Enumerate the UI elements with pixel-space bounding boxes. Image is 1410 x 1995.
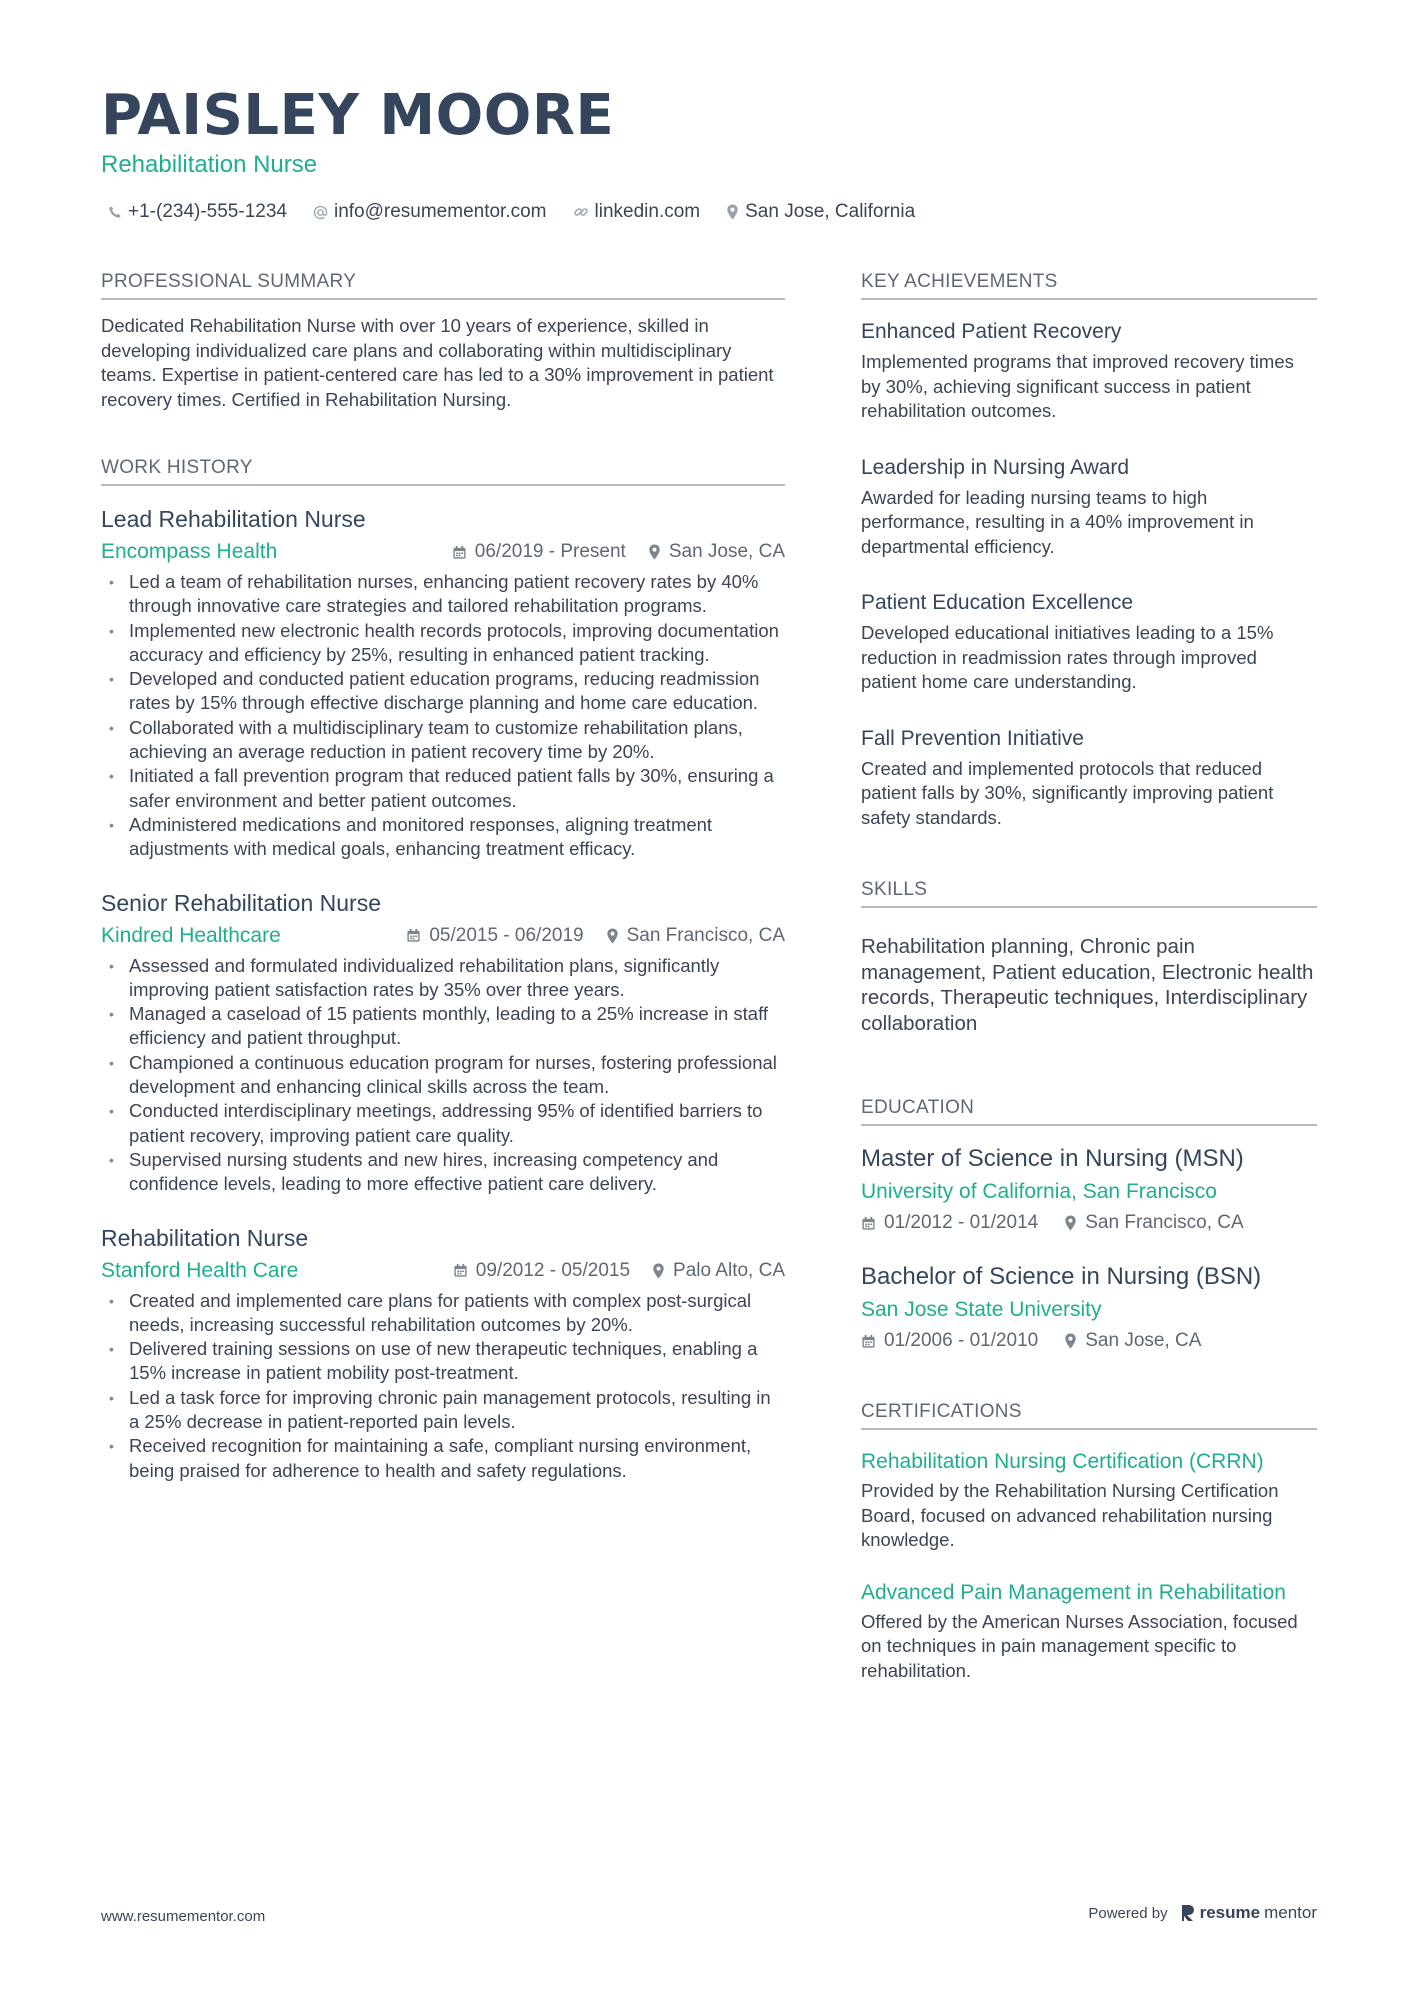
logo-text-resume: resume: [1199, 1903, 1261, 1922]
bullet-item: • Initiated a fall prevention program that reduced patient falls by 30%, ensuring a safer environment and better patient outcomes.: [101, 764, 785, 813]
job-dates-text: 06/2019 - Present: [474, 541, 626, 562]
bullet-item: • Assessed and formulated individualized rehabilitation plans, significantly improving patient satisfaction rates by 35% over three years.: [101, 954, 785, 1003]
work-section: [101, 454, 785, 1483]
job-dates-text: 05/2015 - 06/2019: [429, 924, 584, 946]
achievement-text: Created and implemented protocols that reduced patient falls by 30%, significantly improving patient safety standards.: [861, 757, 1274, 828]
logo-text-mentor: mentor: [1264, 1903, 1317, 1922]
job-location-text: San Jose, CA: [668, 541, 785, 562]
calendar-icon: [452, 545, 467, 560]
company-name: Encompass Health: [101, 540, 278, 563]
job-dates: [453, 1257, 630, 1285]
education-dates: [861, 1328, 1038, 1354]
job-entry: [101, 504, 785, 862]
education-location: [1064, 1210, 1243, 1236]
achievement-title: Fall Prevention Initiative: [861, 726, 1084, 750]
powered-by-text: Powered by: [1088, 1904, 1168, 1922]
skills-heading: SKILLS: [861, 876, 1317, 908]
achievement-item: [861, 318, 1317, 424]
bullet-item: • Created and implemented care plans for patients with complex post-surgical needs, increasing successful rehabilitation outcomes by 20%.: [101, 1289, 785, 1338]
certification-title: Advanced Pain Management in Rehabilitation: [861, 1580, 1286, 1604]
job-location-text: Palo Alto, CA: [673, 1259, 785, 1281]
location-icon: [648, 544, 661, 560]
logo-mark-icon: [1180, 1903, 1196, 1923]
contact-bar: [108, 198, 915, 226]
job-meta-right: [453, 1257, 785, 1285]
location-icon: [606, 928, 619, 944]
achievement-item: [861, 454, 1317, 560]
job-location: [652, 1257, 785, 1285]
bullet-item: • Supervised nursing students and new hires, increasing competency and confidence levels, leading to more effective patient care delivery.: [101, 1148, 785, 1197]
link-icon: [573, 204, 589, 220]
location-icon: [726, 204, 739, 220]
education-location-text: San Jose, CA: [1085, 1330, 1202, 1351]
school-name: San Jose State University: [861, 1298, 1102, 1321]
contact-location: [726, 198, 915, 226]
phone-text: +1-(234)-555-1234: [128, 201, 287, 222]
bullet-item: • Led a task force for improving chronic pain management protocols, resulting in a 25% decrease in patient-reported pain levels.: [101, 1386, 785, 1435]
education-heading: EDUCATION: [861, 1094, 1317, 1126]
job-entry: [101, 1223, 785, 1483]
degree-title: Bachelor of Science in Nursing (BSN): [861, 1263, 1262, 1290]
job-location: [648, 538, 785, 566]
job-dates-text: 09/2012 - 05/2015: [475, 1259, 631, 1281]
skills-section: [861, 876, 1317, 1036]
job-meta: [101, 1257, 785, 1285]
linkedin-text: linkedin.com: [594, 201, 701, 222]
job-title: Rehabilitation Nurse: [101, 1224, 309, 1251]
education-location-text: San Francisco, CA: [1085, 1212, 1244, 1233]
certification-text: Offered by the American Nurses Association, focused on techniques in pain management specific to rehabilitation.: [861, 1610, 1298, 1681]
skills-text: Rehabilitation planning, Chronic pain management, Patient education, Electronic health records, Therapeutic techniques, Interdisciplinary collaboration: [861, 935, 1314, 1035]
job-bullets: [101, 570, 785, 862]
candidate-role: Rehabilitation Nurse: [101, 151, 318, 178]
location-text: San Jose, California: [745, 201, 916, 222]
location-icon: [1064, 1333, 1077, 1349]
job-meta-right: [406, 922, 785, 950]
bullet-item: • Conducted interdisciplinary meetings, addressing 95% of identified barriers to patient recovery, improving patient care quality.: [101, 1099, 785, 1148]
bullet-item: • Led a team of rehabilitation nurses, enhancing patient recovery rates by 40% through innovative care strategies and tailored rehabilitation programs.: [101, 570, 785, 619]
education-dates: [861, 1210, 1038, 1236]
education-dates-text: 01/2012 - 01/2014: [884, 1212, 1039, 1233]
education-dates-text: 01/2006 - 01/2010: [884, 1330, 1039, 1351]
education-meta: [861, 1210, 1317, 1236]
job-bullets: [101, 1289, 785, 1483]
job-title: Lead Rehabilitation Nurse: [101, 506, 366, 532]
job-dates: [452, 538, 626, 566]
job-bullets: [101, 954, 785, 1197]
job-title: Senior Rehabilitation Nurse: [101, 889, 381, 916]
left-column: [101, 268, 785, 1483]
job-meta: [101, 538, 785, 566]
education-section: [861, 1094, 1317, 1354]
education-item: [861, 1144, 1317, 1236]
footer-branding: [1088, 1903, 1317, 1923]
bullet-item: • Implemented new electronic health records protocols, improving documentation accuracy and efficiency by 25%, resulting in enhanced patient tracking.: [101, 619, 785, 668]
bullet-item: • Managed a caseload of 15 patients monthly, leading to a 25% increase in staff efficiency and patient throughput.: [101, 1002, 785, 1051]
resumementor-logo[interactable]: [1180, 1903, 1317, 1923]
at-icon: [313, 205, 328, 220]
achievements-heading: KEY ACHIEVEMENTS: [861, 268, 1317, 300]
achievement-title: Patient Education Excellence: [861, 591, 1134, 614]
bullet-item: • Championed a continuous education program for nurses, fostering professional development and enhancing clinical skills across the team.: [101, 1051, 785, 1100]
achievement-item: [861, 589, 1317, 695]
achievements-section: [861, 268, 1317, 830]
education-location: [1064, 1328, 1201, 1354]
calendar-icon: [406, 928, 421, 943]
summary-heading: PROFESSIONAL SUMMARY: [101, 268, 785, 300]
location-icon: [1064, 1215, 1077, 1231]
job-location-text: San Francisco, CA: [626, 924, 785, 946]
phone-icon: [108, 205, 122, 219]
bullet-item: • Received recognition for maintaining a safe, compliant nursing environment, being praised for adherence to health and safety regulations.: [101, 1434, 785, 1483]
company-name: Kindred Healthcare: [101, 923, 281, 947]
calendar-icon: [861, 1216, 876, 1231]
bullet-item: • Administered medications and monitored responses, aligning treatment adjustments with medical goals, enhancing treatment efficacy.: [101, 813, 785, 862]
achievement-text: Developed educational initiatives leading to a 15% reduction in readmission rates through improved patient home care understanding.: [861, 622, 1274, 692]
achievement-title: Leadership in Nursing Award: [861, 455, 1130, 479]
contact-linkedin[interactable]: [573, 198, 701, 226]
certifications-heading: CERTIFICATIONS: [861, 1398, 1317, 1430]
job-dates: [406, 922, 583, 950]
right-column: [861, 268, 1317, 1683]
bullet-item: • Collaborated with a multidisciplinary team to customize rehabilitation plans, achieving an average reduction in patient recovery time by 20%.: [101, 716, 785, 765]
certification-text: Provided by the Rehabilitation Nursing Certification Board, focused on advanced rehabilitation nursing knowledge.: [861, 1480, 1279, 1550]
job-meta: [101, 922, 785, 950]
calendar-icon: [861, 1334, 876, 1349]
work-heading: WORK HISTORY: [101, 454, 785, 486]
achievement-title: Enhanced Patient Recovery: [861, 320, 1122, 343]
certification-item: [861, 1448, 1317, 1553]
achievement-item: [861, 725, 1317, 831]
certifications-section: [861, 1398, 1317, 1683]
bullet-item: • Developed and conducted patient education programs, reducing readmission rates by 15% through effective discharge planning and home care education.: [101, 667, 785, 716]
candidate-name: PAISLEY MOORE: [101, 83, 615, 148]
summary-section: [101, 268, 785, 412]
summary-text: Dedicated Rehabilitation Nurse with over 10 years of experience, skilled in developing individualized care plans and collaborating within multidisciplinary teams. Expertise in patient-centered care has led to a 30% improvement in patient recovery times. Certified in Rehabilitation Nursing.: [101, 315, 774, 410]
degree-title: Master of Science in Nursing (MSN): [861, 1145, 1244, 1172]
contact-email[interactable]: [313, 198, 547, 226]
email-text: info@resumementor.com: [333, 201, 547, 222]
achievement-text: Awarded for leading nursing teams to high performance, resulting in a 40% improvement in departmental efficiency.: [861, 486, 1254, 557]
certification-item: [861, 1579, 1317, 1684]
company-name: Stanford Health Care: [101, 1258, 299, 1282]
location-icon: [652, 1263, 665, 1279]
job-meta-right: [452, 538, 785, 566]
education-item: [861, 1262, 1317, 1354]
achievement-text: Implemented programs that improved recovery times by 30%, achieving significant success in patient rehabilitation outcomes.: [861, 351, 1294, 421]
calendar-icon: [453, 1263, 468, 1278]
bullet-item: • Delivered training sessions on use of new therapeutic techniques, enabling a 15% increase in patient mobility post-treatment.: [101, 1337, 785, 1386]
education-meta: [861, 1328, 1317, 1354]
contact-phone[interactable]: [108, 198, 287, 226]
footer-website[interactable]: www.resumementor.com: [101, 1908, 266, 1925]
job-entry: [101, 888, 785, 1197]
certification-title: Rehabilitation Nursing Certification (CRRN): [861, 1450, 1264, 1473]
school-name: University of California, San Francisco: [861, 1180, 1217, 1203]
job-location: [606, 922, 785, 950]
